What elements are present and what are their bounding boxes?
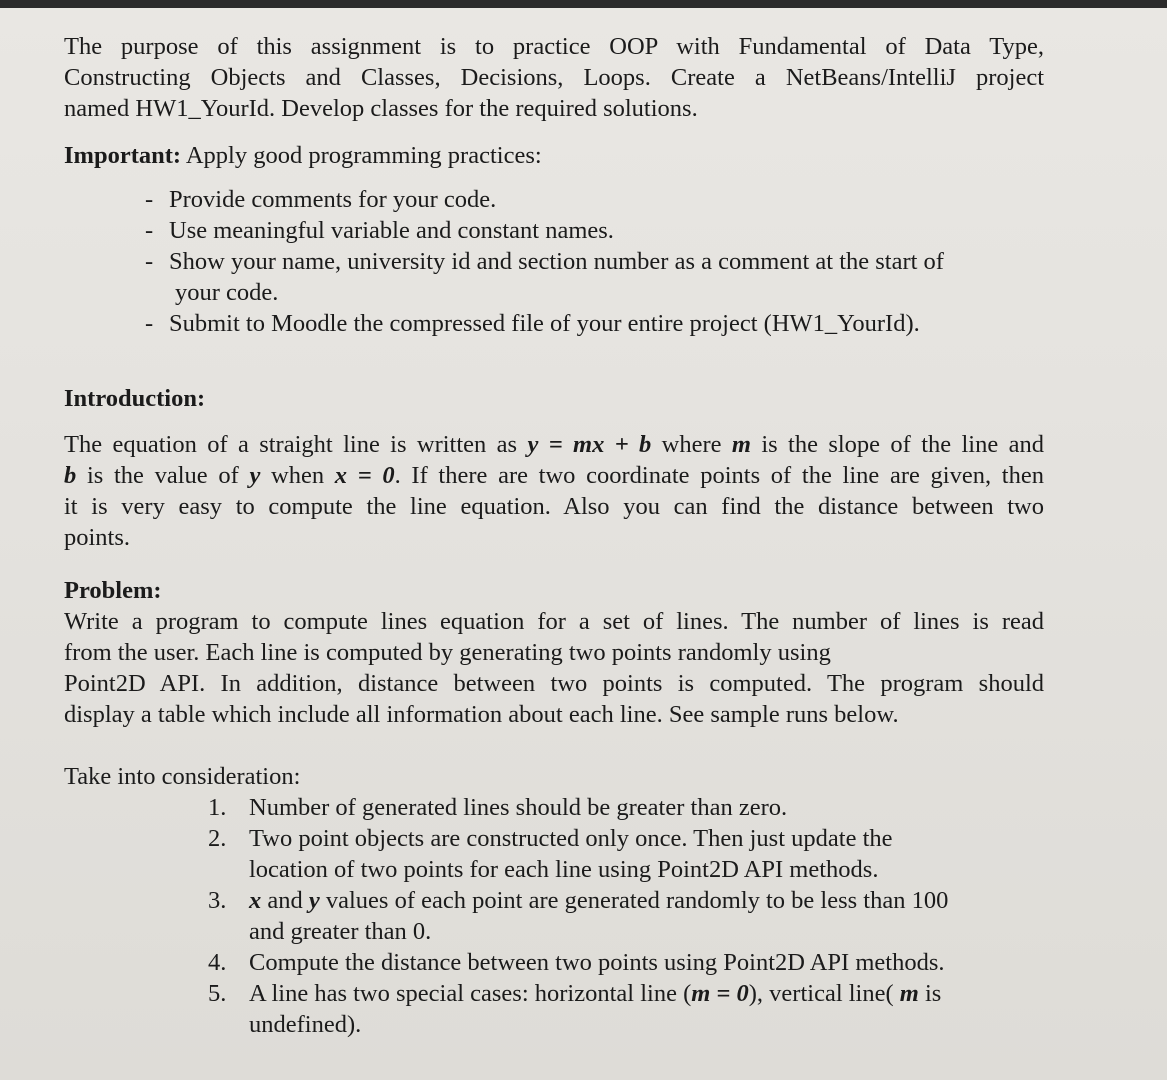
introduction-heading-block <box>64 383 1044 414</box>
bullet-text: Show your name, university id and section number as a comment at the start of <box>169 248 944 275</box>
problem-section <box>64 575 1044 730</box>
problem-line-3: Point2D API. In addition, distance between two points is computed. The program should <box>64 670 1044 697</box>
list-continuation: undefined). <box>249 1011 362 1038</box>
text-run: ), vertical line( <box>748 980 900 1007</box>
text-run: where <box>651 431 732 458</box>
intro-paragraph <box>64 31 1044 124</box>
bullet-marker: - <box>145 186 154 213</box>
bullet-text: Submit to Moodle the compressed file of your entire project (HW1_YourId). <box>169 310 920 337</box>
list-number: 4. <box>208 949 227 976</box>
text-run: The equation of a straight line is written as <box>64 431 528 458</box>
text-run: and <box>261 887 309 914</box>
bullet-text: Provide comments for your code. <box>169 186 497 213</box>
intro-line-1: The purpose of this assignment is to practice OOP with Fundamental of Data Type, <box>64 33 1044 60</box>
bullet-marker: - <box>145 248 154 275</box>
text-run: is the value of <box>76 462 250 489</box>
important-text: Apply good programming practices: <box>181 142 542 169</box>
text-run: when <box>260 462 335 489</box>
bullet-text: Use meaningful variable and constant names. <box>169 217 614 244</box>
bullet-continuation: your code. <box>175 279 279 306</box>
bullet-item <box>145 215 1025 246</box>
list-text <box>249 980 941 1007</box>
m-equals-zero: m = 0 <box>691 980 749 1007</box>
problem-line-2: from the user. Each line is computed by generating two points randomly using <box>64 639 831 666</box>
problem-line-4: display a table which include all information about each line. See sample runs below. <box>64 701 899 728</box>
introduction-line-1 <box>64 429 1044 460</box>
list-number: 1. <box>208 794 227 821</box>
introduction-line-4: points. <box>64 524 131 551</box>
problem-heading: Problem: <box>64 577 162 604</box>
introduction-line-2 <box>64 460 1044 491</box>
text-run: values of each point are generated randomly to be less than 100 <box>319 887 949 914</box>
text-run: is <box>918 980 942 1007</box>
consideration-heading-block <box>64 761 1044 792</box>
bullet-marker: - <box>145 310 154 337</box>
x-equals-zero: x = 0 <box>334 462 395 489</box>
text-run: is the slope of the line and <box>750 431 1044 458</box>
text-run: A line has two special cases: horizontal line ( <box>249 980 692 1007</box>
introduction-heading: Introduction: <box>64 385 206 412</box>
y-symbol: y <box>308 887 320 914</box>
y-symbol: y <box>249 462 261 489</box>
equation-inline: y = mx + b <box>527 431 652 458</box>
important-bullet-list <box>145 184 1025 339</box>
consideration-list <box>208 792 1028 1040</box>
intro-line-3: named HW1_YourId. Develop classes for the required solutions. <box>64 95 698 122</box>
list-continuation: location of two points for each line using Point2D API methods. <box>249 856 879 883</box>
list-text <box>249 887 948 914</box>
bullet-item <box>145 308 1025 339</box>
list-item <box>208 792 1028 823</box>
list-number: 3. <box>208 887 227 914</box>
list-text: Number of generated lines should be greater than zero. <box>249 794 788 821</box>
list-item <box>208 947 1028 978</box>
bullet-marker: - <box>145 217 154 244</box>
slope-symbol: m <box>731 431 751 458</box>
x-symbol: x <box>249 887 262 914</box>
list-text: Two point objects are constructed only once. Then just update the <box>249 825 893 852</box>
intro-line-2: Constructing Objects and Classes, Decisions, Loops. Create a NetBeans/IntelliJ project <box>64 64 1044 91</box>
introduction-line-3: it is very easy to compute the line equation. Also you can find the distance between two <box>64 493 1044 520</box>
bullet-item <box>145 184 1025 215</box>
list-item <box>208 978 1028 1009</box>
list-text: Compute the distance between two points using Point2D API methods. <box>249 949 945 976</box>
intercept-symbol: b <box>64 462 77 489</box>
problem-line-1: Write a program to compute lines equation for a set of lines. The number of lines is read <box>64 608 1044 635</box>
important-label: Important: <box>64 142 182 169</box>
bullet-item <box>145 246 1025 277</box>
list-number: 2. <box>208 825 227 852</box>
list-number: 5. <box>208 980 227 1007</box>
slope-symbol: m <box>899 980 919 1007</box>
introduction-paragraph <box>64 429 1044 553</box>
consideration-heading: Take into consideration: <box>64 763 301 790</box>
screen-top-bezel <box>0 0 1167 8</box>
text-run: . If there are two coordinate points of the line are given, then <box>394 462 1044 489</box>
important-line <box>64 140 1044 171</box>
list-continuation: and greater than 0. <box>249 918 432 945</box>
list-item <box>208 823 1028 854</box>
list-item <box>208 885 1028 916</box>
